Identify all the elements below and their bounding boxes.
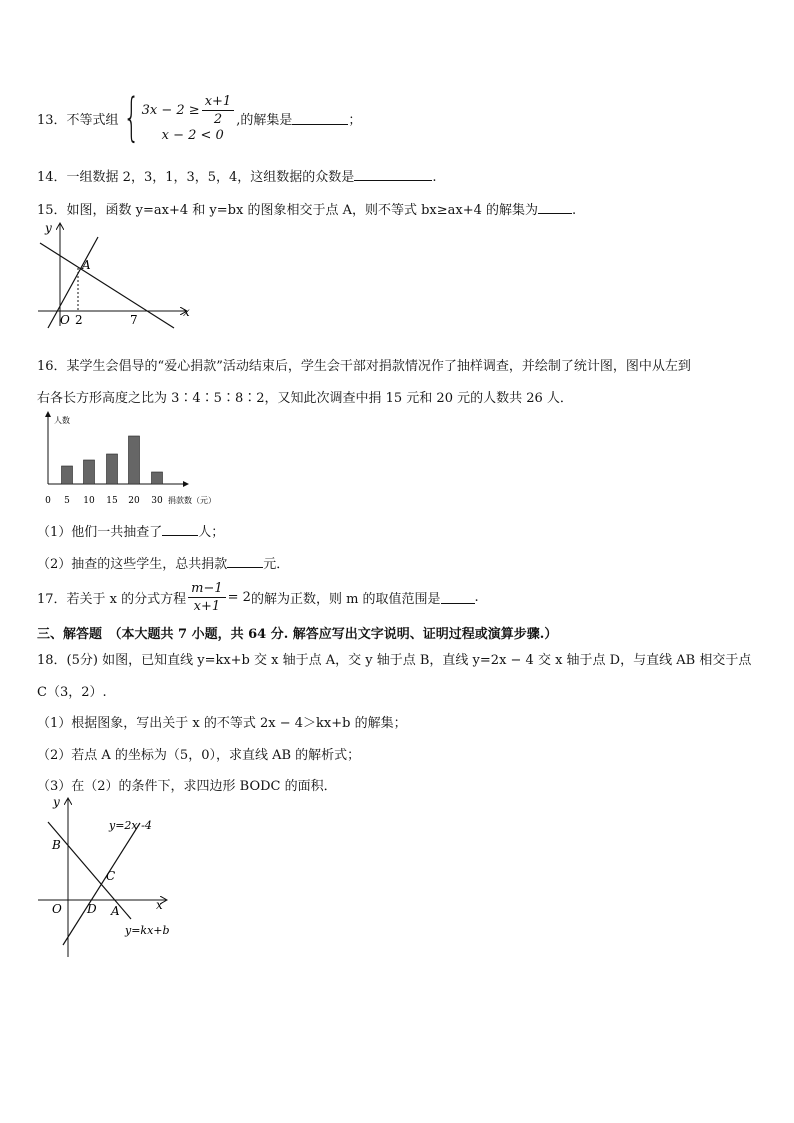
q16-x-tick-20: 20 [128,496,140,506]
q14-end: . [432,170,437,185]
question-16-line1: 16．某学生会倡导的“爱心捐款”活动结束后，学生会干部对捐款情况作了抽样调查，并绘制了统计图，图中从左到 [37,359,691,374]
q15-graph [36,218,196,330]
q16-sub2-text: （2）抽查的这些学生，总共捐款 [37,557,228,572]
q16-x-tick-10: 10 [83,496,95,506]
q16-x-axis-label: 捐款数（元） [168,496,216,505]
q14-text: 14．一组数据 2，3，1，3，5，4，这组数据的众数是 [37,170,355,185]
q16-bar-chart [36,410,236,510]
q16-x-tick-15: 15 [106,496,118,506]
q17-answer-blank[interactable] [441,591,475,604]
q18-point-a-label: A [111,904,120,918]
q13-end: ； [348,112,362,128]
q18-sub3: （3）在（2）的条件下，求四边形 BODC 的面积． [37,779,337,794]
q16-bar-5 [62,466,73,484]
q15-tick-2: 2 [75,313,83,327]
question-18-line2: C（3，2）. [37,685,107,700]
question-13 [37,86,361,150]
question-17 [37,580,479,615]
q15-y-label: y [45,221,52,235]
q13-frac-den: 2 [213,112,223,127]
q17-end: . [474,590,479,605]
q16-x-tick-30: 30 [151,496,163,506]
q16-sub1 [37,521,224,540]
q17-frac-num: m−1 [188,580,226,598]
q18-point-d-label: D [87,902,97,916]
q16-x-tick-0: 0 [45,496,51,506]
q16-bar-20 [129,436,140,484]
q15-point-a-label: A [82,258,91,272]
q13-answer-blank[interactable] [292,112,348,125]
q15-x-label: x [183,305,190,319]
q18-sub2: （2）若点 A 的坐标为（5，0），求直线 AB 的解析式； [37,748,361,763]
q13-fraction [202,93,235,128]
section-3-heading: 三、解答题 （本大题共 7 小题，共 64 分. 解答应写出文字说明、证明过程或演算步骤.） [37,627,558,642]
question-14 [37,166,436,185]
q16-bar-30 [152,472,163,484]
q15-line-bx [48,237,98,328]
q13-ineq2: x − 2 < 0 [161,128,224,143]
q17-prefix: 17．若关于 x 的分式方程 [37,592,187,607]
q16-sub1-blank[interactable] [162,523,198,536]
q18-graph [36,795,196,960]
q17-eq: = 2 [227,590,251,605]
q17-frac-den: x+1 [193,599,221,614]
q17-fraction [188,580,226,615]
q16-x-tick-5: 5 [64,496,70,506]
q13-prefix: 13．不等式组 [37,112,119,128]
q15-answer-blank[interactable] [538,201,572,214]
q15-end: . [572,203,577,218]
q15-origin-label: O [60,313,70,327]
question-15 [37,199,576,218]
q16-sub2 [37,553,289,572]
q18-line1-label: y=2x -4 [109,819,152,832]
q18-line2-label: y=kx+b [125,924,170,937]
q18-x-label: x [156,898,163,912]
q18-point-b-label: B [52,838,61,852]
q15-text: 15．如图，函数 y=ax+4 和 y=bx 的图象相交于点 A，则不等式 bx≥ax+4 的解集为 [37,203,539,218]
q17-suffix: 的解为正数，则 m 的取值范围是 [250,592,441,607]
question-18-line1: 18．(5分) 如图，已知直线 y=kx+b 交 x 轴于点 A，交 y 轴于点 B，直线 y=2x − 4 交 x 轴于点 D，与直线 AB 相交于点 [37,653,752,668]
q16-y-axis-label: 人数 [54,416,70,425]
q13-ineq1-left: 3x − 2 ≥ [141,103,200,118]
q18-origin-label: O [52,902,62,916]
q13-suffix: ,的解集是 [236,112,293,128]
q15-tick-7: 7 [130,313,138,327]
q16-sub1-text: （1）他们一共抽查了 [37,525,163,540]
q16-sub2-end: 元． [263,557,290,572]
q13-frac-num: x+1 [202,93,235,111]
q16-sub2-blank[interactable] [227,555,263,568]
q16-sub1-end: 人； [198,525,225,540]
question-16-line2: 右各长方形高度之比为 3∶4∶5∶8∶2，又知此次调查中捐 15 元和 20 元的人数共 26 人． [37,391,573,406]
q18-point-c-label: C [106,869,116,883]
q14-answer-blank[interactable] [354,168,432,181]
q16-bar-10 [84,460,95,484]
q16-bar-15 [107,454,118,484]
system-brace: { [122,88,140,148]
q18-y-label: y [53,795,60,809]
q18-sub1: （1）根据图象，写出关于 x 的不等式 2x − 4＞kx+b 的解集； [37,716,407,731]
